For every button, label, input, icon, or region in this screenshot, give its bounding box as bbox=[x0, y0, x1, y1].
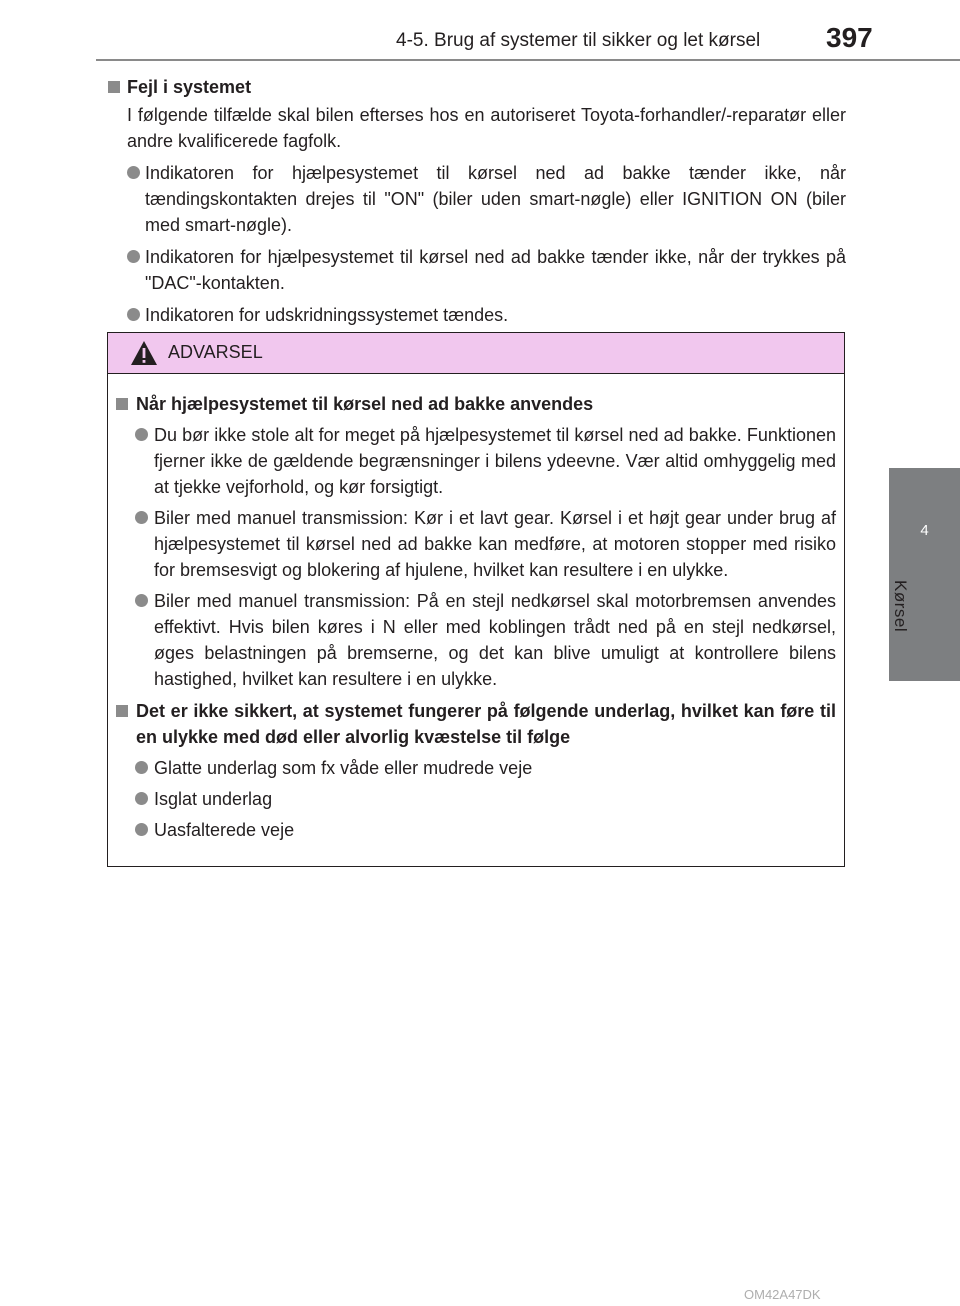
section-intro: I følgende tilfælde skal bilen efterses hos en autoriseret Toyota-forhandler/-reparatør eller andre kvalificerede fagfolk. bbox=[127, 105, 846, 151]
list-item bbox=[108, 588, 844, 692]
section-heading bbox=[108, 74, 846, 100]
square-bullet-icon bbox=[108, 81, 120, 93]
list-item bbox=[108, 160, 846, 238]
round-bullet-icon bbox=[127, 250, 140, 263]
list-item-text: Isglat underlag bbox=[154, 789, 273, 809]
list-item bbox=[108, 422, 844, 500]
round-bullet-icon bbox=[135, 792, 148, 805]
list-item-text: Indikatoren for udskridningssystemet tændes. bbox=[145, 305, 509, 325]
list-item-text: Indikatoren for hjælpesystemet til kørsel ned ad bakke tænder ikke, når der trykkes på "DAC"-kontakten. bbox=[145, 247, 846, 293]
header-rule bbox=[96, 59, 960, 61]
watermark: OM42A47DK bbox=[744, 1287, 821, 1302]
round-bullet-icon bbox=[127, 166, 140, 179]
round-bullet-icon bbox=[135, 428, 148, 441]
list-item bbox=[108, 302, 846, 328]
list-item-text: Uasfalterede veje bbox=[154, 820, 295, 840]
warning-subheading bbox=[108, 391, 844, 417]
list-item-text: Indikatoren for hjælpesystemet til kørsel ned ad bakke tænder ikke, når tændingskontakten drejes til "ON" (biler uden smart-nøgle) eller IGNITION ON (biler med smart-nøgle). bbox=[145, 163, 846, 235]
square-bullet-icon bbox=[116, 398, 128, 410]
section-heading-text: Fejl i systemet bbox=[127, 77, 252, 97]
warning-box bbox=[107, 332, 845, 867]
round-bullet-icon bbox=[135, 823, 148, 836]
square-bullet-icon bbox=[116, 705, 128, 717]
warning-subheading bbox=[108, 698, 844, 750]
chapter-tab bbox=[889, 468, 960, 681]
warning-header bbox=[108, 333, 844, 374]
warning-subheading-text: Når hjælpesystemet til kørsel ned ad bakke anvendes bbox=[136, 394, 594, 414]
list-item bbox=[108, 505, 844, 583]
list-item-text: Du bør ikke stole alt for meget på hjælpesystemet til kørsel ned ad bakke. Funktionen fjerner ikke de gældende begrænsninger i bilens ydeevne. Vær altid omhyggelig med at tjekke vejforhold, og kør forsigtigt. bbox=[154, 425, 836, 497]
warning-subheading-text: Det er ikke sikkert, at systemet fungerer på følgende underlag, hvilket kan føre til en ulykke med død eller alvorlig kvæstelse til følge bbox=[136, 701, 836, 747]
list-item-text: Glatte underlag som fx våde eller mudrede veje bbox=[154, 758, 533, 778]
list-item bbox=[108, 817, 844, 843]
list-item bbox=[108, 755, 844, 781]
warning-body bbox=[108, 389, 844, 843]
section-fault bbox=[108, 74, 846, 328]
warning-triangle-icon bbox=[130, 340, 158, 366]
list-item bbox=[108, 786, 844, 812]
round-bullet-icon bbox=[135, 594, 148, 607]
chapter-tab-number: 4 bbox=[920, 522, 929, 539]
list-item-text: Biler med manuel transmission: Kør i et lavt gear. Kørsel i et højt gear under brug af hjælpesystemet til kørsel ned ad bakke kan medføre, at motoren stopper med risiko for bremsesvigt og blokering af hjulene, hvilket kan resultere i en ulykke. bbox=[154, 508, 836, 580]
page-header bbox=[0, 0, 960, 60]
round-bullet-icon bbox=[135, 761, 148, 774]
warning-title: ADVARSEL bbox=[168, 342, 263, 362]
chapter-tab-label: Kørsel bbox=[891, 580, 910, 633]
list-item bbox=[108, 244, 846, 296]
round-bullet-icon bbox=[135, 511, 148, 524]
list-item-text: Biler med manuel transmission: På en stejl nedkørsel skal motorbremsen anvendes effektivt. Hvis bilen køres i N eller med koblingen trådt ned på en stejl nedkørsel, øges belastningen på bremserne, og det kan blive umuligt at kontrollere bilens hastighed, hvilket kan resultere i en ulykke. bbox=[154, 591, 836, 689]
round-bullet-icon bbox=[127, 308, 140, 321]
page-number: 397 bbox=[826, 22, 873, 53]
chapter-title: 4-5. Brug af systemer til sikker og let kørsel bbox=[396, 30, 761, 51]
